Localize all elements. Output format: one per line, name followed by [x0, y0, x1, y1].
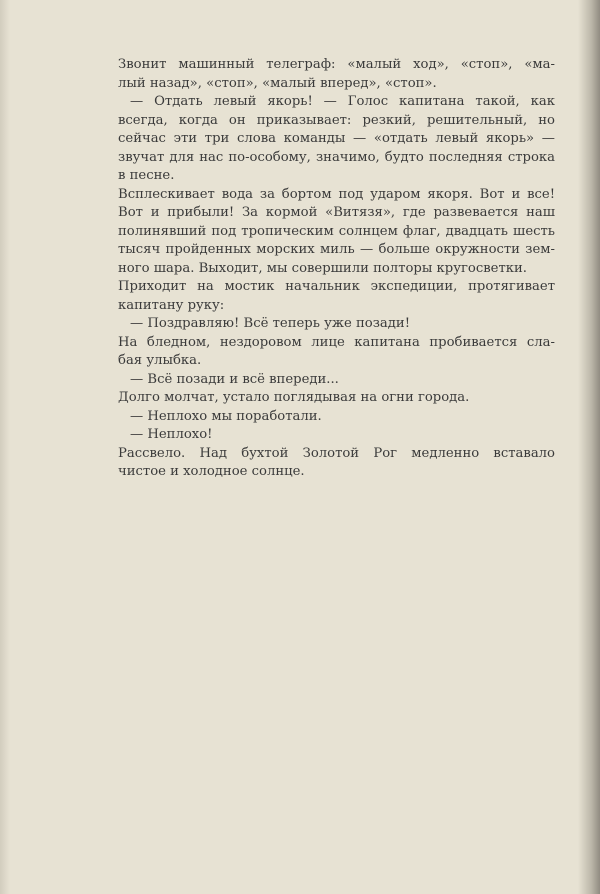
text-line: тысяч пройденных морских миль — больше окружности зем- — [118, 242, 555, 257]
text-line: — Неплохо мы поработали. — [130, 408, 322, 424]
text-line: капитану руку: — [118, 297, 225, 313]
text-line: Звонит машинный телеграф: «малый ход», «стоп», «ма- — [118, 57, 555, 72]
text-line: — Неплохо! — [130, 427, 213, 442]
text-line: в песне. — [118, 168, 175, 183]
text-line: Приходит на мостик начальник экспедиции, протягивает — [118, 279, 555, 294]
text-line: ного шара. Выходит, мы совершили полторы кругосветки. — [118, 260, 527, 276]
text-line: Долго молчат, устало поглядывая на огни города. — [118, 390, 470, 405]
text-line: полинявший под тропическим солнцем флаг, двадцать шесть — [118, 223, 555, 239]
page-binding-shadow — [578, 0, 600, 894]
text-line: чистое и холодное солнце. — [118, 464, 305, 479]
text-line: — Отдать левый якорь! — Голос капитана такой, как — [130, 94, 555, 109]
text-line: На бледном, нездоровом лице капитана пробивается сла- — [118, 334, 555, 350]
page-body-text — [118, 56, 555, 482]
text-line: — Поздравляю! Всё теперь уже позади! — [130, 316, 410, 331]
text-line: сейчас эти три слова команды — «отдать левый якорь» — — [118, 131, 555, 146]
text-line: — Всё позади и всё впереди... — [130, 371, 339, 387]
text-line: всегда, когда он приказывает: резкий, решительный, но — [118, 112, 555, 128]
text-line: Вот и прибыли! За кормой «Витязя», где развевается наш — [118, 205, 555, 220]
text-line: Рассвело. Над бухтой Золотой Рог медленно вставало — [118, 445, 555, 461]
text-line: звучат для нас по-особому, значимо, будто последняя строка — [118, 149, 555, 165]
text-line: Всплескивает вода за бортом под ударом якоря. Вот и все! — [118, 186, 555, 202]
text-line: бая улыбка. — [118, 353, 202, 368]
page-left-shadow — [0, 0, 10, 894]
text-line: лый назад», «стоп», «малый вперед», «стоп». — [118, 75, 437, 91]
